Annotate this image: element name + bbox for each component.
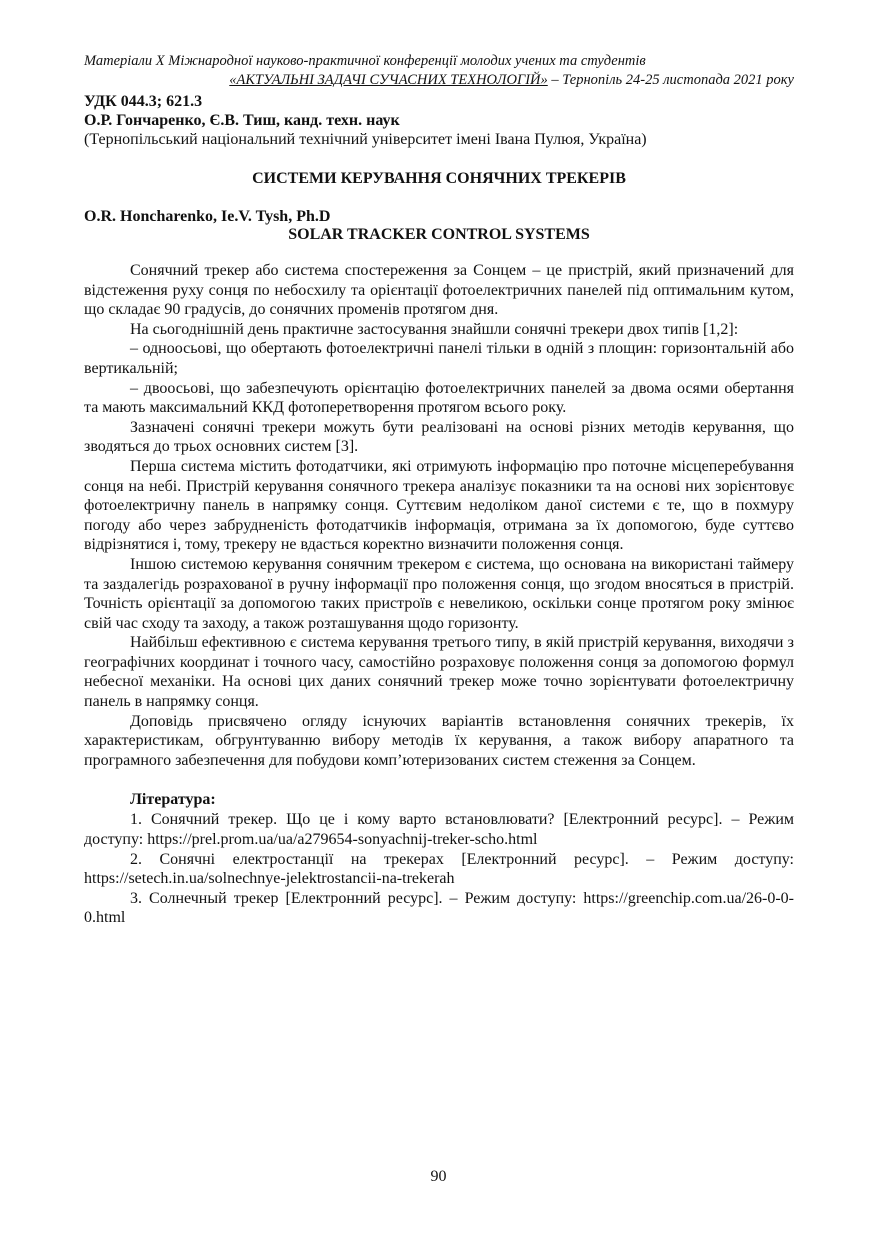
reference-list xyxy=(84,810,794,928)
header-line-2 xyxy=(84,71,794,90)
conference-date: – Тернопіль 24-25 листопада 2021 року xyxy=(547,72,794,88)
paper-page xyxy=(84,52,794,928)
page-number: 90 xyxy=(430,1168,447,1185)
paragraph: На сьогоднішній день практичне застосування знайшли сонячні трекери двох типів [1,2]: xyxy=(130,320,739,338)
header-line-1: Матеріали X Міжнародної науково-практичної конференції молодих учених та студентів xyxy=(84,53,646,69)
list-item: – двоосьові, що забезпечують орієнтацію фотоелектричних панелей за двома осями обертання та мають максимальний ККД фотоперетворення протягом всього року. xyxy=(84,379,794,417)
paragraph: Зазначені сонячні трекери можуть бути реалізовані на основі різних методів керування, що зводяться до трьох основних систем [3]. xyxy=(84,418,794,456)
article-meta xyxy=(84,92,794,149)
affiliation: (Тернопільський національний технічний університет імені Івана Пулюя, Україна) xyxy=(84,131,647,148)
paragraph: Перша система містить фотодатчики, які отримують інформацію про поточне місцеперебування сонця на небі. Пристрій керування сонячного трекера аналізує показники та на основі них зорієнтовує фотоелектричну панель в напрямку сонця. Суттєвим недоліком даної системи є те, що в похмуру погоду або через забрудненість фотодатчиків інформація, отримана за їх допомогою, буде суттєво відрізнятися і, тому, трекеру не вдасться коректно визначити положення сонця. xyxy=(84,457,794,554)
authors-english: O.R. Honcharenko, Ie.V. Tysh, Ph.D xyxy=(84,208,331,225)
udc-code: УДК 044.3; 621.3 xyxy=(84,93,203,110)
reference-item: 3. Солнечный трекер [Електронний ресурс]. – Режим доступу: https://greenchip.com.ua/26-0-0-0.html xyxy=(84,889,794,927)
conference-name: «АКТУАЛЬНІ ЗАДАЧІ СУЧАСНИХ ТЕХНОЛОГІЙ» xyxy=(229,72,548,88)
title-ukrainian: СИСТЕМИ КЕРУВАННЯ СОНЯЧНИХ ТРЕКЕРІВ xyxy=(252,170,626,187)
title-english: SOLAR TRACKER CONTROL SYSTEMS xyxy=(288,226,590,243)
paragraph: Доповідь присвячено огляду існуючих варіантів встановлення сонячних трекерів, їх характеристикам, обгрунтуванню вибору методів їх керування, а також вибору апаратного та програмного забезпечення для побудови комп’ютеризованих систем стеження за Сонцем. xyxy=(84,712,794,769)
list-item: – одноосьові, що обертають фотоелектричні панелі тільки в одній з площин: горизонтальній або вертикальній; xyxy=(84,340,794,377)
conference-header xyxy=(84,52,794,90)
paragraph: Найбільш ефективною є система керування третього типу, в якій пристрій керування, виходячи з географічних координат і точного часу, самостійно розраховує положення сонця за допомогою формул небесної механіки. На основі цих даних сонячний трекер може точно зорієнтувати фотоелектричну панель в напрямку сонця. xyxy=(84,634,794,711)
body-text xyxy=(84,261,794,770)
literature-heading: Література: xyxy=(130,791,216,809)
reference-item: 1. Сонячний трекер. Що це і кому варто встановлювати? [Електронний ресурс]. – Режим доступу: https://prel.prom.ua/ua/a279654-sonyachnij-treker-scho.html xyxy=(84,811,794,849)
paragraph: Сонячний трекер або система спостереження за Сонцем – це пристрій, який призначений для відстеження руху сонця по небосхилу та орієнтації фотоелектричних панелей під оптимальним кутом, що складає 90 градусів, до сонячних променів протягом дня. xyxy=(84,262,794,319)
paragraph: Іншою системою керування сонячним трекером є система, що основана на використані таймеру та заздалегідь розрахованої в ручну інформації про положення сонця, що згодом вносяться в пристрій. Точність орієнтації за допомогою таких пристроїв є невеликою, оскільки сонце протягом року змінює свій час сходу та заходу, а також розташування щодо горизонту. xyxy=(84,555,794,632)
authors: О.Р. Гончаренко, Є.В. Тиш, канд. техн. наук xyxy=(84,112,400,129)
reference-item: 2. Сонячні електростанції на трекерах [Електронний ресурс]. – Режим доступу: https://setech.in.ua/solnechnye-jelektrostancii-na-trekerah xyxy=(84,850,794,888)
